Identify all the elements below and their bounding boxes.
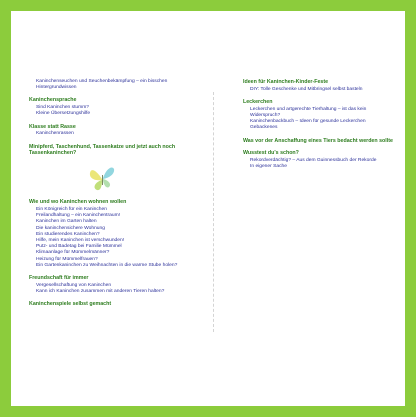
toc-item[interactable]: Kaninchenbackbuch – Ideen für gesunde Leckerchen — [250, 119, 366, 125]
toc-heading[interactable]: Klasse statt Rasse — [29, 123, 76, 130]
toc-item[interactable]: Vergesellschaftung von Kaninchen — [36, 282, 112, 288]
column-divider — [213, 92, 214, 332]
toc-section-freundschaft — [29, 275, 209, 295]
toc-section-anschaffung — [243, 138, 393, 145]
toc-intro — [29, 79, 209, 91]
toc-heading[interactable]: Was vor der Anschaffung eines Tiers bedacht werden sollte — [243, 137, 393, 144]
toc-section-minipferd — [29, 144, 209, 158]
toc-heading[interactable]: Kaninchenspiele selbst gemacht — [29, 301, 112, 308]
toc-section-leckerchen — [243, 99, 393, 132]
toc-item[interactable]: Sind Kaninchen stumm? — [36, 105, 90, 111]
toc-heading[interactable]: Wusstest du's schon? — [243, 150, 299, 157]
toc-section-feste — [243, 79, 393, 93]
toc-item[interactable]: In eigener Sache — [250, 164, 287, 170]
toc-heading[interactable]: Leckerchen — [243, 99, 273, 105]
toc-item[interactable]: Die kaninchensichere Wohnung — [36, 225, 105, 231]
toc-section-wusstest — [243, 150, 393, 170]
toc-item[interactable]: Ein studierendes Kaninchen? — [36, 231, 100, 237]
toc-item[interactable]: DIY: Tolle Geschenke und Mitbringsel selbst basteln — [250, 86, 363, 92]
toc-section-kaninchensprache — [29, 97, 209, 117]
butterfly-illustration — [89, 163, 115, 193]
toc-item[interactable]: Putz- und Badetag bei Familie Mümmel — [36, 244, 122, 250]
toc-item[interactable]: Leckerchen und artgerechte Tierhaltung – ist das kein Widerspruch? — [250, 106, 367, 118]
toc-heading[interactable]: Minipferd, Taschenhund, Tassenkatze und jetzt auch noch Tassenkaninchen? — [29, 143, 176, 157]
toc-item[interactable]: Ein Königreich für ein Kaninchen — [36, 207, 107, 212]
toc-item[interactable]: Heizung für Mümmelfrauen? — [36, 256, 98, 262]
toc-item[interactable]: Kaninchenrassen — [36, 131, 74, 137]
toc-item[interactable]: Kaninchen im Garten halten — [36, 219, 97, 225]
toc-item[interactable]: Kleine Übersetzungshilfe — [36, 111, 91, 117]
toc-section-wohnen — [29, 199, 209, 269]
toc-item[interactable]: Rekordverdächtig? – Aus dem Guinnessbuch der Rekorde — [250, 158, 377, 164]
toc-heading[interactable]: Ideen für Kaninchen-Kinder-Feste — [243, 79, 329, 85]
toc-item[interactable]: Klimaanlage für Mümmelmänner? — [36, 250, 110, 256]
toc-item[interactable]: Kann ich Kaninchen zusammen mit anderen Tieren halten? — [36, 289, 165, 295]
toc-heading[interactable]: Kaninchensprache — [29, 97, 77, 104]
toc-item[interactable]: Ein Gartenkaninchen zu Weihnachten in die warme Stube holen? — [36, 262, 178, 268]
toc-section-rasse — [29, 124, 209, 138]
toc-item[interactable]: Gebackenes — [250, 125, 278, 131]
toc-left-column — [29, 79, 209, 314]
toc-item[interactable]: Hilfe, mein Kaninchen ist verschwunden! — [36, 238, 125, 244]
toc-right-column — [243, 79, 393, 177]
toc-heading[interactable]: Freundschaft für immer — [29, 275, 89, 282]
toc-heading[interactable]: Wie und wo Kaninchen wohnen wollen — [29, 199, 127, 206]
toc-section-spiele — [29, 301, 209, 308]
toc-item[interactable]: Kaninchenseuchen und Seuchenbekämpfung – ein bisschen Hintergrundwissen — [36, 79, 168, 91]
toc-item[interactable]: Freilandhaltung – ein Kaninchentraum! — [36, 213, 121, 219]
